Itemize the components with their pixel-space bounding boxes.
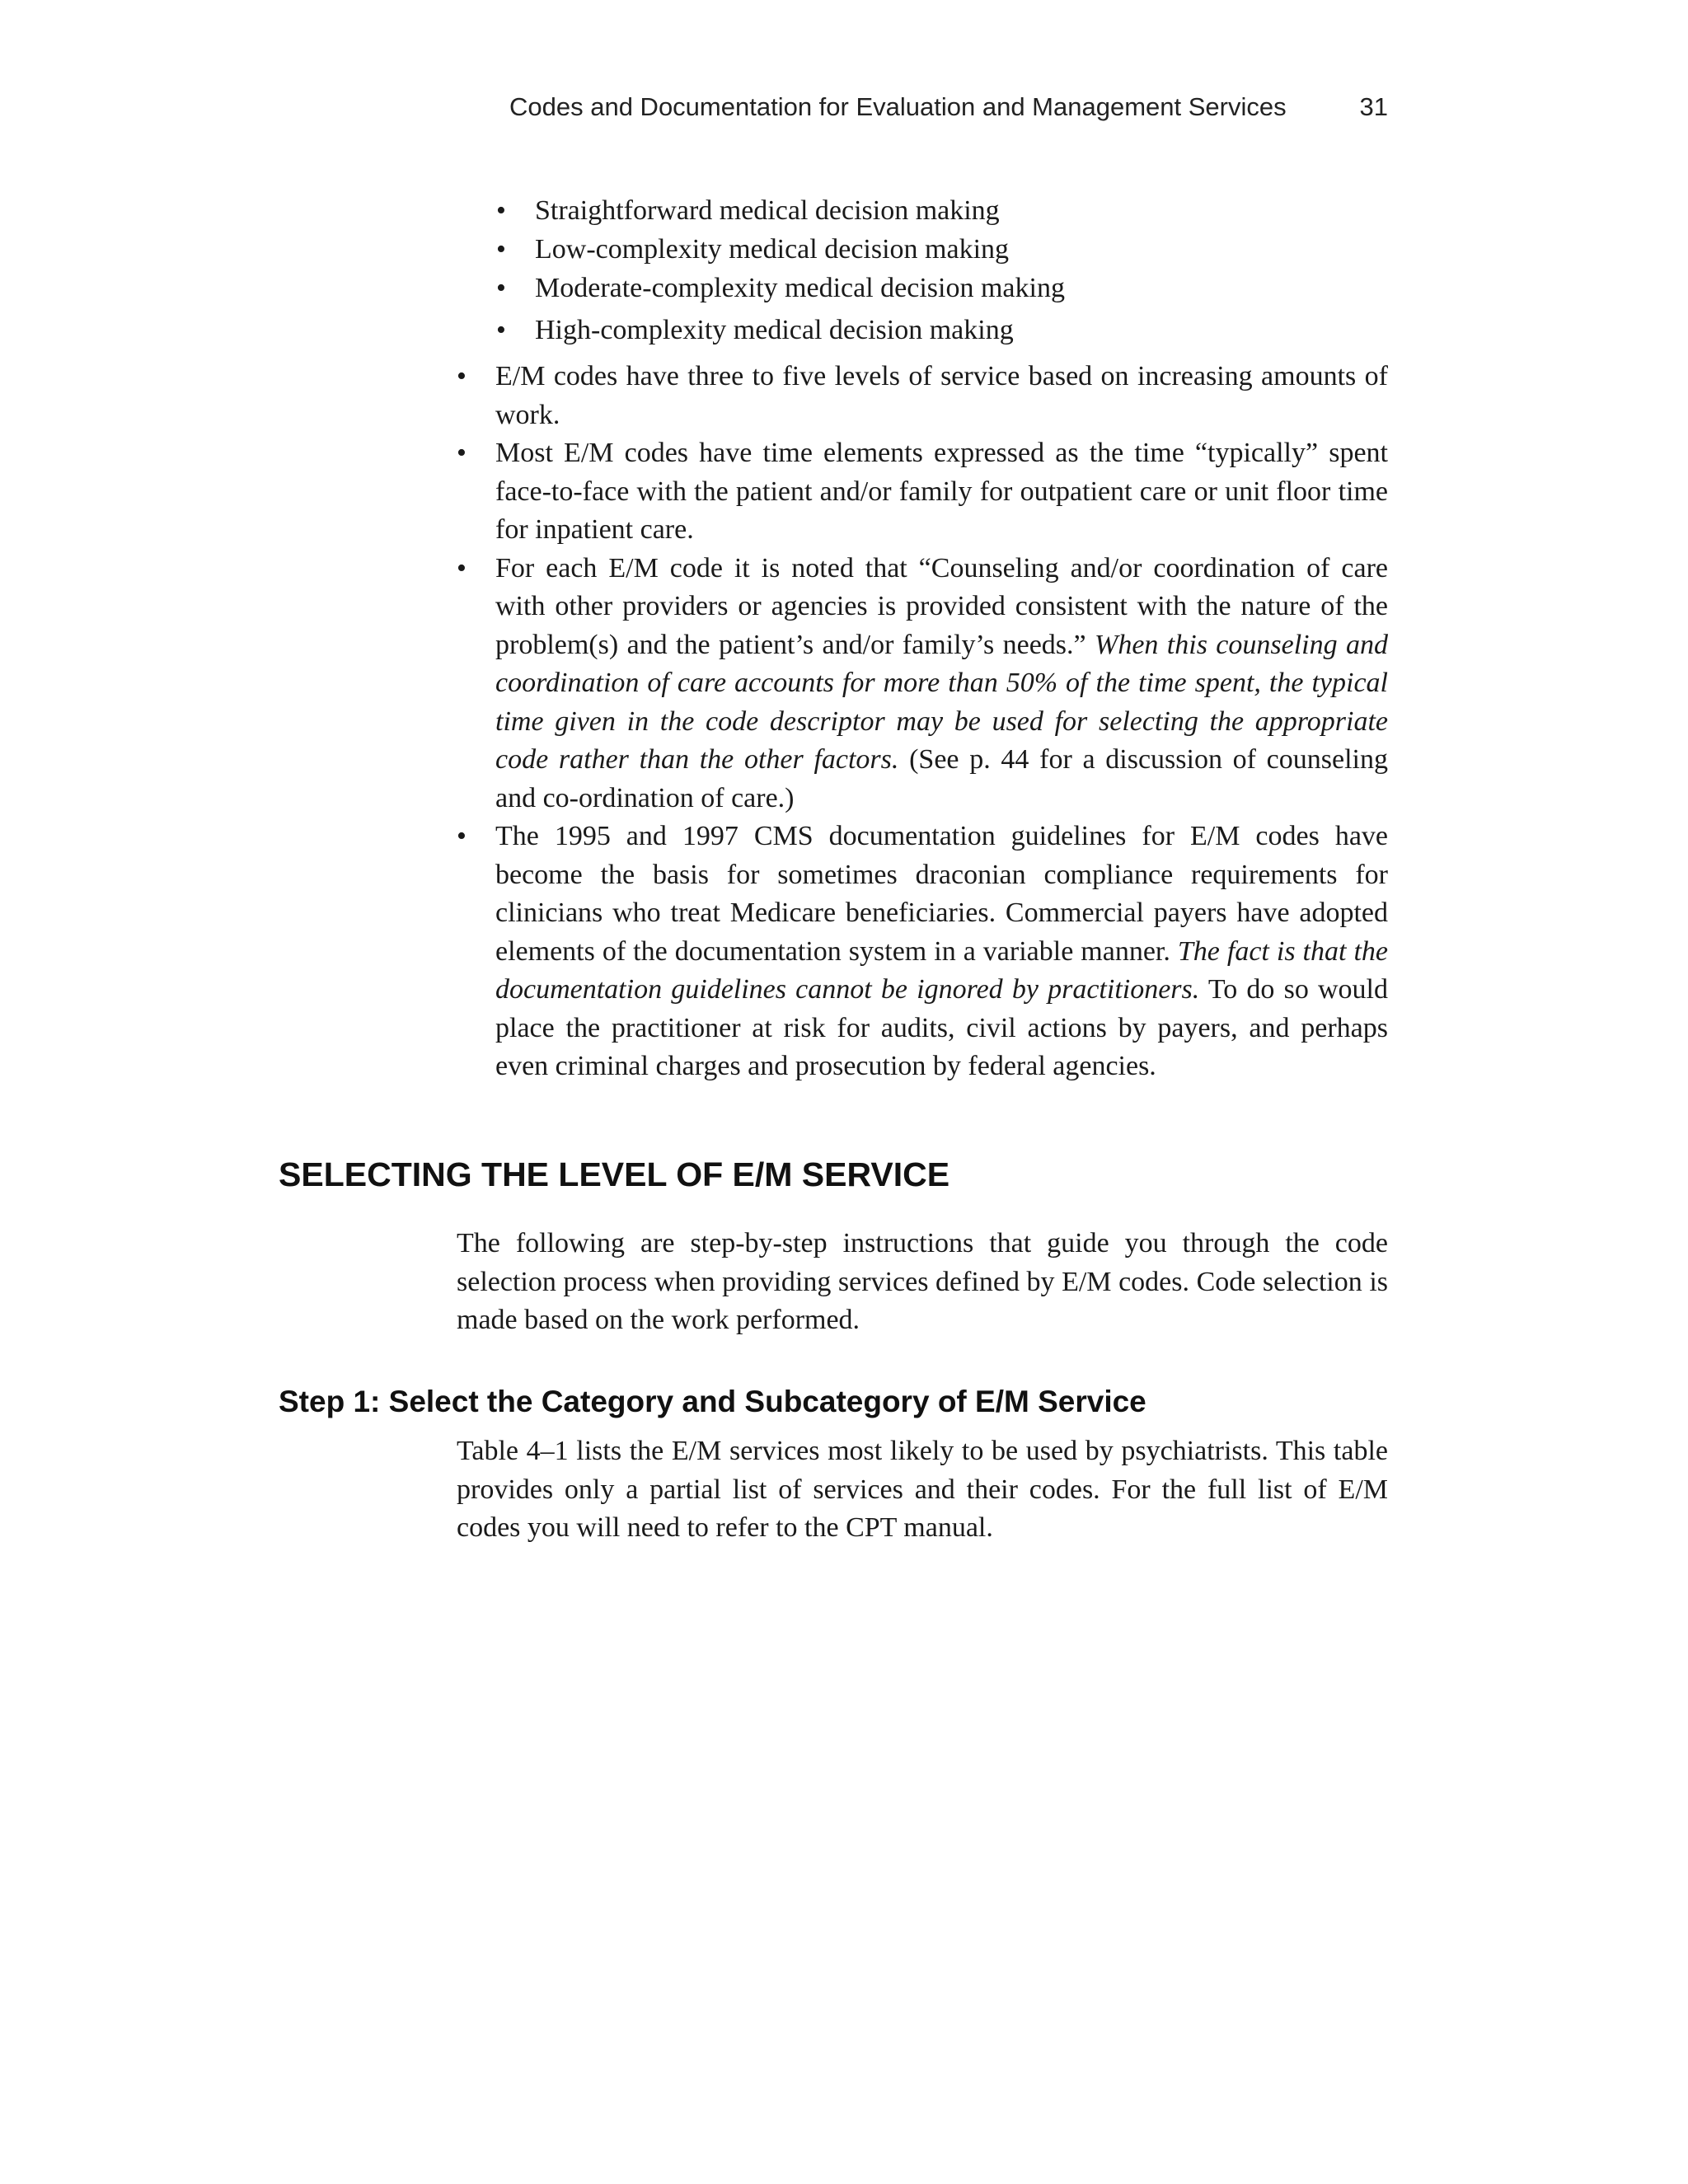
step-heading: Step 1: Select the Category and Subcategory of E/M Service [279,1385,1146,1418]
bullet-icon: • [457,821,467,851]
bullet-icon: • [496,315,506,345]
list-item: • E/M codes have three to five levels of service based on increasing amounts of work. [457,358,1388,434]
bullet-icon: • [496,273,506,303]
bullet-icon: • [457,552,467,583]
list-item: • Straightforward medical decision making [496,191,1386,230]
bullet-icon: • [496,195,506,226]
list-item: • Most E/M codes have time elements expressed as the time “typically” spent face-to-face with the patient and/or family for outpatient care or unit floor time for inpatient care. [457,434,1388,550]
em-codes-bullet-list [457,358,1388,1086]
emphasis-text: The fact is that the documentation guidelines cannot be ignored by practitioners. [495,935,1388,1005]
section-intro-paragraph: The following are step-by-step instructions that guide you through the code selection process when providing services defined by E/M codes. Code selection is made based on the work performed. [457,1228,1388,1335]
list-item: • High-complexity medical decision making [496,311,1386,349]
list-item: • Low-complexity medical decision making [496,230,1386,269]
list-item: • For each E/M code it is noted that “Counseling and/or coordination of care with other providers or agencies is provided consistent with the nature of the problem(s) and the patient’s and/or family’s needs.” When this counseling and coordination of care accounts for more than 50% of the time spent, the typical time given in the code descriptor may be used for selecting the appropriate code rather than the other factors. (See p. 44 for a discussion of counseling and co-ordination of care.) [457,550,1388,818]
decision-making-sublist [496,191,1386,349]
running-head [509,92,1388,130]
section-heading: SELECTING THE LEVEL OF E/M SERVICE [279,1155,950,1193]
bullet-icon: • [496,234,506,265]
step-body-paragraph: Table 4–1 lists the E/M services most likely to be used by psychiatrists. This table provides only a partial list of services and their codes. For the full list of E/M codes you will need to refer to the CPT manual. [457,1436,1388,1543]
bullet-icon: • [457,438,467,468]
page-number: 31 [1359,92,1388,121]
list-item: • The 1995 and 1997 CMS documentation guidelines for E/M codes have become the basis for sometimes draconian compliance requirements for clinicians who treat Medicare beneficiaries. Commercial payers have adopted elements of the documentation system in a variable manner. The fact is that the documentation guidelines cannot be ignored by practitioners. To do so would place the practitioner at risk for audits, civil actions by payers, and perhaps even criminal charges and prosecution by federal agencies. [457,818,1388,1086]
list-item: • Moderate-complexity medical decision making [496,269,1386,307]
bullet-icon: • [457,361,467,391]
emphasis-text: When this counseling and coordination of care accounts for more than 50% of the time spent, the typical time given in the code descriptor may be used for selecting the appropriate code rather than the other factors. [495,629,1388,775]
running-head-title: Codes and Documentation for Evaluation and Management Services [509,92,1287,121]
